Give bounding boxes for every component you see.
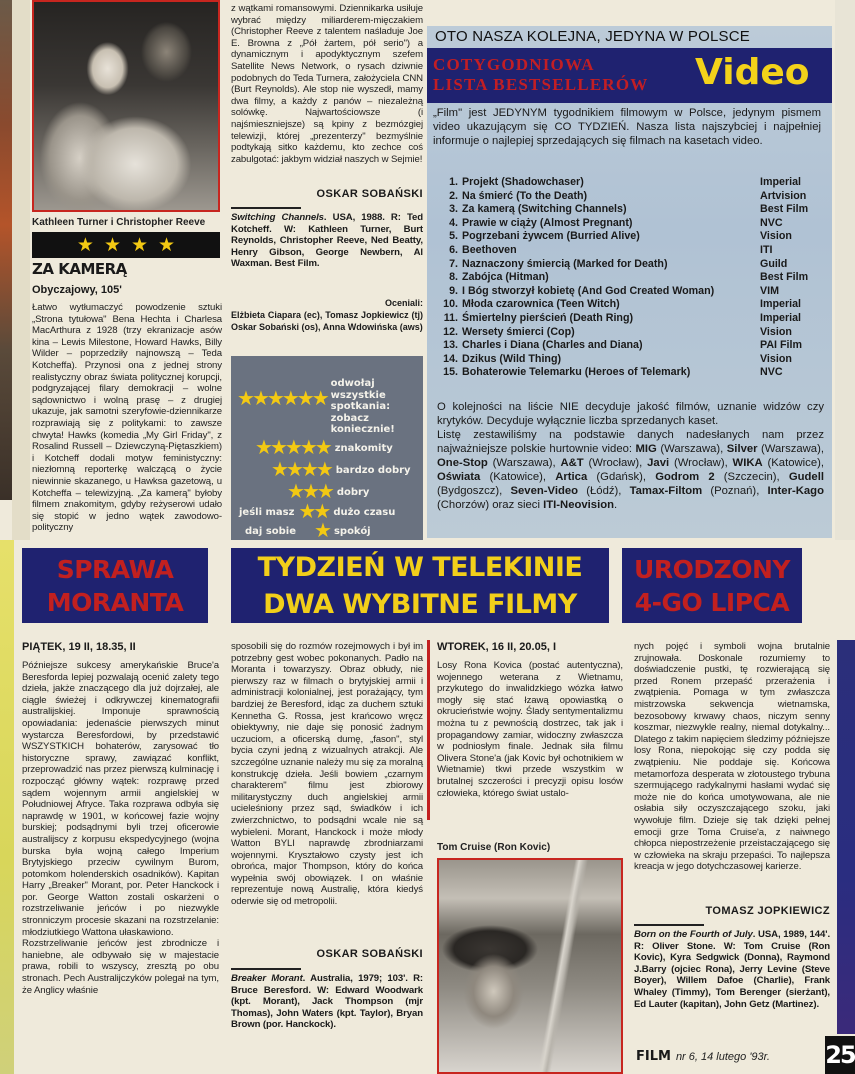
bestseller-title (442, 230, 640, 244)
review-text-col1: Łatwo wytłumaczyć powodzenie sztuki „Strona tytułowa" Bena Hechta i Charlesa MacArthura z 1928 (trzy ekranizacje asów kina – Lewis Milestone, Howard Hawks, Billy Wilder – poprzedziły najnowszą – Teda Kotcheffa). Przynosi ona z jednej strony realistyczny obraz świata politycznej korupcji, podgryzającej filary demokracji – wolne sądownictwo i wolną prasę – z drugiej ukazuje, jak samotni szeryfowie-dziennikarze rozprawiają się z politykami: to zawsze chwyta! Hawks (komedia „My Girl Friday", z Rosalind Russell – Dziewczyną-Piętaszkiem) i Kotcheff dodali motyw feministyczny: niezłomną reporterkę walczącą o życie niewinnie skazanego, u Hawksa gazetową, u Kotcheffa – telewizyjną. „Za kamerą" byłoby filmem znakomitym, gdyby reżyserowi udało się stopić w jedno wątek zawodowo-polityczny (32, 302, 222, 534)
wholesaler-name: Tamax-Filtom (629, 485, 703, 497)
bestseller-title (442, 312, 633, 326)
paragraph: Późniejsze sukcesy amerykańskie Bruce'a Beresforda lepiej pozwalają ocenić zalety tego dzieła, jakże znaczącego dla już dojrzałej, ale ciągle świeżej i odkrywczej kinematografii australijskiej. Imponuje sprawnością opowiadania: jedenaście pierwszych minut wystarcza Beresfordowi, by przedstawić WSZYSTKICH bohaterów, zarysować tło historyczne sprawy, zawiązać konflikt, przeprowadzić nas przez pierwszą kulminację i rozpocząć główny wątek: rozprawę przed sądem wojennym armii angielskiej w Południowej Afryce. Taka rozprawa odbyła się naprawdę w 1901, w końcowej fazie wojny burskiej; podsądnymi byli trzej oficerowie australijscy z korpusu ekspedycyjnego (wojna burska była wojną całego Imperium Brytyjskiego przeciw cywilnym Burom, potomkom holenderskich osadników). Kapitan Harry „Breaker" Morant, por. Peter Hanckock i por. George Watton zostali oskarżeni o rozstrzeliwanie jeńców i po niezwykle stronniczym procesie skazani na rozstrzelanie: młodziutkiego Wattona ułaskawiono. (22, 660, 219, 938)
star-icon: ★ (281, 388, 300, 411)
bestseller-title (442, 190, 587, 204)
video-logo: Video (695, 52, 810, 93)
bestseller-rank: 9. (449, 284, 458, 297)
review-text-col2: z wątkami romansowymi. Dziennikarka usiłuje wybrać między miliarderem-mięczakiem (Christopher Reeve z talentem naśladuje Joe E. Browna z „Pół żartem, pół serio") a dynamicznym i apodyktycznym szefem Satellite News Network, o rysach dziwnie podobnych do Teda Turnera, założyciela CNN (Burt Reynolds). Ale stop nie wyszedł, mamy dwa filmy, a każdy z panów – niezależną solówkę. Najwartościowsze (i najśmieszniejsze) są kpiny z bezmózgiej telewizji, której „prezenterzy" bezmyślnie podtykają sitko każdemu, kto zechce coś zabulgotać: jakbym widział naszych w Sejmie! (231, 3, 423, 165)
panel-footer (437, 400, 824, 512)
bestseller-distributor: VIM (760, 284, 780, 297)
star-icon: ★ (103, 234, 121, 256)
banner-line: SPRAWA (56, 554, 174, 584)
bestseller-distributor: Imperial (760, 311, 801, 324)
bestseller-distributor: Best Film (760, 203, 809, 216)
bestseller-row (442, 176, 824, 190)
film-credits (634, 929, 830, 1010)
bestseller-rank: 13. (443, 339, 458, 352)
rating-stars-bar (32, 232, 220, 258)
page-footer (636, 1050, 770, 1064)
bestseller-title-text: Beethoven (462, 243, 517, 256)
wholesaler-city: . (614, 499, 618, 511)
credits-details: . USA, 1989, 144'. R: Oliver Stone. W: Tom Cruise (Ron Kovic), Kyra Sedgwick (Donna), Raymond J.Barry (ojciec Rona), Jerry Levine (Steve Boyer), Willem Dafoe (Charlie), Frank Whaley (Timmy), Tom Berenger (sierżant), Ed Lauter (kapitan), John Getz (Martinez). (634, 929, 831, 1010)
bestseller-title-text: Prawie w ciąży (Almost Pregnant) (462, 216, 633, 229)
star-icon: ★ (76, 234, 94, 256)
adjacent-page-edge (0, 0, 12, 500)
bestseller-row (442, 312, 824, 326)
wholesaler-name: A&T (560, 457, 584, 469)
bestseller-title-text: Naznaczony śmiercią (Marked for Death) (462, 257, 668, 270)
legend-prefix: daj sobie (245, 525, 297, 537)
video-bestsellers-panel (427, 26, 832, 538)
banner-line: URODZONY (634, 554, 790, 584)
wholesaler-city: (Warszawa), (487, 457, 561, 469)
banner-sprawa-moranta (22, 548, 208, 623)
bestseller-distributor: Imperial (760, 176, 801, 188)
star-icon: ★ (285, 459, 304, 481)
bestseller-row (442, 190, 824, 204)
bestseller-distributor: Vision (760, 352, 792, 365)
star-icon: ★ (251, 388, 270, 411)
bestseller-rank: 2. (449, 189, 458, 202)
bestseller-title (442, 244, 517, 258)
star-icon: ★ (284, 437, 303, 459)
star-icon: ★ (316, 481, 335, 503)
bestseller-rank: 8. (449, 271, 458, 284)
wholesaler-city: (Łódź), (578, 485, 630, 497)
wholesaler-city: (Katowice), (762, 457, 825, 469)
banner-line: DWA WYBITNE FILMY (263, 588, 577, 620)
bestseller-row (442, 230, 824, 244)
bestseller-title (442, 217, 632, 231)
bestseller-title-text: Bohaterowie Telemarku (Heroes of Telemark) (462, 366, 691, 379)
wholesaler-name: Gudell (788, 471, 824, 483)
star-icon: ★ (298, 501, 317, 523)
wholesaler-name: Artica (555, 471, 588, 483)
star-icon: ★ (255, 437, 273, 459)
bestseller-title (442, 203, 627, 217)
bestseller-title-text: Dzikus (Wild Thing) (462, 352, 562, 365)
banner-line: MORANTA (46, 587, 184, 617)
wholesaler-city: (Wrocław), (669, 457, 733, 469)
bestseller-distributor: Best Film (760, 271, 809, 284)
banner-urodzony-4-go-lipca (622, 548, 802, 623)
star-icon: ★ (311, 388, 330, 411)
legend-stars (255, 437, 333, 459)
bestseller-title-text: Na śmierć (To the Death) (462, 189, 588, 202)
star-icon: ★ (314, 437, 333, 459)
review-text-col2: nych pojęć i symboli wojna brutalnie zrujnowała. Doskonale rozumiemy to doświadczenie pustki, tę rozwierającą się przed Ronem przepaść przerażenia i zwątpienia. Pomaga w tym zwłaszcza mistrzowska sekwencja wietnamska, bezosobowy krwawy chaos, niczym senny koszmar, niezwykle realny, niemal dotykalny... Dlatego z takim napięciem śledzimy późniejsze losy Rona, niepokojąc się czy podda się zwątpieniu. Nie poddaje się. Końcowa metamorfoza desperata w złotoustego trybuna szermującego radykalnymi hasłami wydać się może nie do końca umotywowana, ale nie osłabia siły oczyszczającego szoku, jaki wywołuje film. Dzieje się tak dzięki pełnej emocji grze Toma Cruise'a, z naiwnego chłopca niepostrzeżenie przeistaczającego się w człowieka na skraju przepaści. To najlepsza kreacja w jego dotychczasowej karierze. (634, 641, 830, 873)
review-text-col2: sposobili się do rozmów rozejmowych i był im potrzebny gest wobec pokonanych. Padło na Moranta i towarzyszy. Obraz obłudy, nie pierwszy raz w filmach o brytyjskiej armii i administracji kolonialnej, jest porażający, tym bardziej że Beresford, idąc za duchem sztuki Kennetha G. Rossa, jest krańcowo wręcz obiektywny, nie daje się ponosić żadnym uczuciom, a oficerską dumę, „fason", styl bycia czyni jedną z wizualnych atrakcji. Ale szczególne uznanie należy mu się za moralną konstrukcję dzieła. Jeśli bowiem „czarnym charakterem" filmu jest zbiorowy militarystyczny duch angielskiej armii ucieleśniony przez sąd, świadków i ich zwierzchnictwo, to podsądni wcale nie są wybieleni. Morant, Hanckock i może młody Watton BYLI naprawdę zbrodniarzami wojennymi. Kryształowo czysty jest ich obrońca, major Thompson, który do końca wypełnia swój obowiązek. I on właśnie reprezentuje nową Australię, która kiedyś oderwie się od metropolii. (231, 641, 423, 908)
wholesaler-name: WIKA (732, 457, 763, 469)
panel-title-line2: LISTA BESTSELLERÓW (433, 75, 649, 94)
wholesaler-city: (Gdańsk), (587, 471, 656, 483)
wholesaler-city: (Chorzów) oraz sieci (437, 499, 544, 511)
wholesaler-city: (Szczecin), (714, 471, 789, 483)
banner-tydzien-w-telekinie (231, 548, 609, 623)
legend-text: dobry (336, 486, 370, 498)
star-icon: ★ (300, 459, 319, 481)
broadcast-time: PIĄTEK, 19 II, 18.35, II (22, 641, 136, 653)
legend-text: dużo czasu (333, 506, 396, 518)
star-icon: ★ (237, 388, 255, 411)
legend-text: bardzo dobry (335, 464, 411, 476)
adjacent-page-edge-yellow (0, 540, 14, 1074)
legend-prefix: jeśli masz (239, 506, 295, 518)
star-icon: ★ (296, 388, 315, 411)
wholesaler-city: (Bydgoszcz), (437, 485, 511, 497)
bestseller-title (442, 366, 690, 380)
bestseller-row (442, 326, 824, 340)
bestseller-title-text: Pogrzebani żywcem (Burried Alive) (462, 230, 640, 243)
bestseller-row (442, 203, 824, 217)
bestseller-row (442, 217, 824, 231)
magazine-name: FILM (636, 1049, 671, 1064)
wholesaler-city: (Warszawa), (757, 443, 824, 455)
star-icon: ★ (299, 437, 318, 459)
bestseller-rank: 5. (449, 230, 458, 243)
credits-title: Breaker Morant (231, 973, 303, 984)
legend-stars (237, 388, 330, 411)
star-icon: ★ (314, 520, 332, 542)
review-author: OSKAR SOBAŃSKI (316, 948, 423, 960)
bestseller-distributor: Vision (760, 230, 792, 243)
wholesalers-lead: Listę zestawiliśmy na podstawie danych nadesłanych nam przez najważniejsze polskie hurtownie video: (437, 429, 824, 455)
banner-line: TYDZIEŃ W TELEKINIE (257, 551, 583, 583)
bestseller-row (442, 271, 824, 285)
star-icon: ★ (266, 388, 285, 411)
bestseller-title-text: Wersety śmierci (Cop) (462, 325, 575, 338)
credits-divider (231, 968, 301, 970)
paragraph: Rozstrzeliwanie jeńców jest zbrodnicze i haniebne, ale odbywało się w majestacie prawa, robili to wszyscy, zresztą po obu stronach. Pech Australijczyków polegał na tym, że Anglicy właśnie (22, 938, 219, 996)
bestseller-distributor: NVC (760, 216, 783, 229)
legend-row-1 (245, 521, 371, 542)
raters-label: Oceniali: (384, 298, 423, 308)
bestseller-rank: 14. (443, 352, 458, 365)
bestseller-title (442, 339, 643, 353)
wholesaler-name: One-Stop (437, 457, 488, 469)
bestseller-title (442, 326, 575, 340)
right-page-margin (835, 0, 855, 540)
wholesaler-name: Javi (647, 457, 670, 469)
review-author: OSKAR SOBAŃSKI (316, 188, 423, 200)
review-author: TOMASZ JOPKIEWICZ (705, 905, 830, 917)
wholesaler-name: ITI-Neovision (543, 499, 615, 511)
bestseller-rank: 7. (449, 257, 458, 270)
credits-divider (231, 207, 301, 209)
broadcast-time: WTOREK, 16 II, 20.05, I (437, 641, 557, 653)
wholesaler-name: Seven-Video (510, 485, 579, 497)
credits-title: Born on the Fourth of July (634, 929, 753, 940)
bestseller-row (442, 244, 824, 258)
bestseller-row (442, 366, 824, 380)
right-edge-band (837, 640, 855, 1034)
bestseller-rank: 10. (443, 298, 458, 311)
panel-header: OTO NASZA KOLEJNA, JEDYNA W POLSCE (435, 28, 750, 45)
photo-caption: Kathleen Turner i Christopher Reeve (32, 217, 206, 228)
bestseller-title (442, 353, 561, 367)
bestseller-row (442, 258, 824, 272)
issue-info: nr 6, 14 lutego '93r. (675, 1051, 770, 1063)
credits-details: . USA, 1988. R: Ted Kotcheff. W: Kathleen Turner, Burt Reynolds, Christopher Reeve, Ned Beatty, Henry Gibson, George Newbern, Al Waxman. Best Film. (231, 212, 423, 270)
bestseller-rank: 4. (449, 216, 458, 229)
bestseller-row (442, 339, 824, 353)
bestseller-distributor: NVC (760, 366, 783, 379)
bestseller-title-text: Charles i Diana (Charles and Diana) (462, 339, 643, 352)
page-number: 25 (825, 1036, 855, 1074)
legend-stars (271, 459, 334, 481)
film-credits (231, 212, 423, 270)
bestseller-title-text: Zabójca (Hitman) (462, 271, 549, 284)
star-icon: ★ (313, 501, 332, 523)
bestseller-rank: 6. (449, 243, 458, 256)
wholesaler-city: (Katowice), (480, 471, 556, 483)
raters-names: Elżbieta Ciapara (ec), Tomasz Jopkiewicz (tj) Oskar Sobański (os), Anna Wdowińska (aws) (231, 310, 423, 332)
wholesaler-city: (Warszawa), (656, 443, 727, 455)
legend-stars (287, 481, 335, 503)
bestseller-title (442, 285, 714, 299)
review-genre: Obyczajowy, 105' (32, 284, 122, 296)
bestseller-row (442, 285, 824, 299)
bestseller-rank: 12. (443, 325, 458, 338)
bestseller-title-text: Młoda czarownica (Teen Witch) (462, 298, 620, 311)
legend-row-5 (255, 438, 393, 459)
legend-text: odwołaj wszystkie spotkania: zobacz koniecznie! (330, 378, 395, 435)
star-icon: ★ (271, 459, 289, 481)
legend-text: spokój (333, 525, 371, 537)
bestseller-title (442, 271, 549, 285)
legend-row-4 (271, 460, 411, 481)
wholesaler-name: Inter-Kago (767, 485, 824, 497)
bestseller-title-text: Projekt (Shadowchaser) (462, 176, 584, 188)
legend-row-6 (237, 364, 393, 436)
credits-title: Switching Channels (231, 212, 324, 223)
column-divider (427, 640, 430, 820)
bestseller-title-text: Za kamerą (Switching Channels) (462, 203, 627, 216)
bestseller-distributor: ITI (760, 243, 773, 256)
review-text-col1: Losy Rona Kovica (postać autentyczna), wojennego weterana z Wietnamu, przykutego do inwalidzkiego wózka łatwo mogły się stać łzawą opowiastką o okrucieństwie wojny. Ślady sentymentalizmu można tu z pewnością dostrzec, tak jak i propagandowy zamiar, widoczny zwłaszcza w podniosłym finale. Jednak siła filmu Olivera Stone'a (jak Kovic był ochotnikiem w Wietnamie) tkwi przede wszystkim w brutalnej szczerości i precyzji opisu losów człowieka, którego świat ustalo- (437, 660, 623, 799)
bestseller-distributor: Artvision (760, 189, 807, 202)
bestseller-title (442, 298, 620, 312)
wholesaler-name: Silver (726, 443, 758, 455)
bestseller-list (442, 176, 824, 380)
bestseller-title-text: I Bóg stworzył kobietę (And God Created Woman) (462, 284, 715, 297)
wholesaler-city: (Wrocław), (583, 457, 648, 469)
wholesaler-city: (Poznań), (702, 485, 768, 497)
panel-intro: „Film" jest JEDYNYM tygodnikiem filmowym w Polsce, jedynym pismem video ukazującym się CO TYDZIEŃ. Nasza lista najszybciej i najpełniej informuje o najlepiej sprzedających się filmach na kasetach video. (433, 107, 821, 147)
photo-tom-cruise (437, 858, 623, 1074)
star-icon: ★ (287, 481, 305, 503)
bestseller-row (442, 298, 824, 312)
star-icon: ★ (301, 481, 320, 503)
bestseller-title (442, 176, 584, 190)
bestseller-title (442, 258, 668, 272)
wholesaler-name: MIG (635, 443, 657, 455)
bestseller-distributor: Guild (760, 257, 788, 270)
star-icon: ★ (158, 234, 176, 256)
star-icon: ★ (315, 459, 334, 481)
bestseller-distributor: Imperial (760, 298, 801, 311)
star-icon: ★ (131, 234, 149, 256)
bestseller-distributor: PAI Film (760, 339, 802, 352)
bestseller-rank: 1. (449, 176, 458, 188)
bestseller-rank: 11. (443, 311, 458, 324)
wholesaler-name: Oświata (437, 471, 481, 483)
panel-title-line1: COTYGODNIOWA (433, 55, 595, 74)
star-icon: ★ (269, 437, 288, 459)
panel-title (433, 55, 648, 95)
photo-caption: Tom Cruise (Ron Kovic) (437, 842, 551, 853)
wholesaler-name: Godrom 2 (655, 471, 715, 483)
rating-legend (231, 356, 423, 540)
review-title: ZA KAMERĄ (32, 260, 127, 278)
banner-line: 4-GO LIPCA (634, 587, 790, 617)
page-gutter (12, 0, 30, 540)
panel-title-band (427, 48, 832, 103)
bestseller-row (442, 353, 824, 367)
bestseller-title-text: Śmiertelny pierścień (Death Ring) (462, 311, 634, 324)
credits-divider (634, 924, 704, 926)
bestseller-distributor: Vision (760, 325, 792, 338)
wholesalers-paragraph (437, 428, 824, 512)
panel-footer-note: O kolejności na liście NIE decyduje jakość filmów, uznanie widzów czy krytyków. Decyduje wyłącznie liczba sprzedanych kaset. (437, 401, 824, 427)
bestseller-rank: 15. (443, 366, 458, 379)
review-text-col1 (22, 660, 219, 996)
legend-text: znakomity (334, 442, 393, 454)
legend-stars (314, 520, 332, 542)
bestseller-rank: 3. (449, 203, 458, 216)
legend-row-3 (287, 482, 369, 503)
photo-kathleen-turner-christopher-reeve (32, 0, 220, 212)
credits-details: . Australia, 1979; 103'. R: Bruce Beresford. W: Edward Woodwark (kpt. Morant), Jack Thompson (mjr Thomas), John Waters (kpt. Taylor), Bryan Brown (por. Hanckock). (231, 973, 424, 1031)
film-credits (231, 973, 423, 1031)
